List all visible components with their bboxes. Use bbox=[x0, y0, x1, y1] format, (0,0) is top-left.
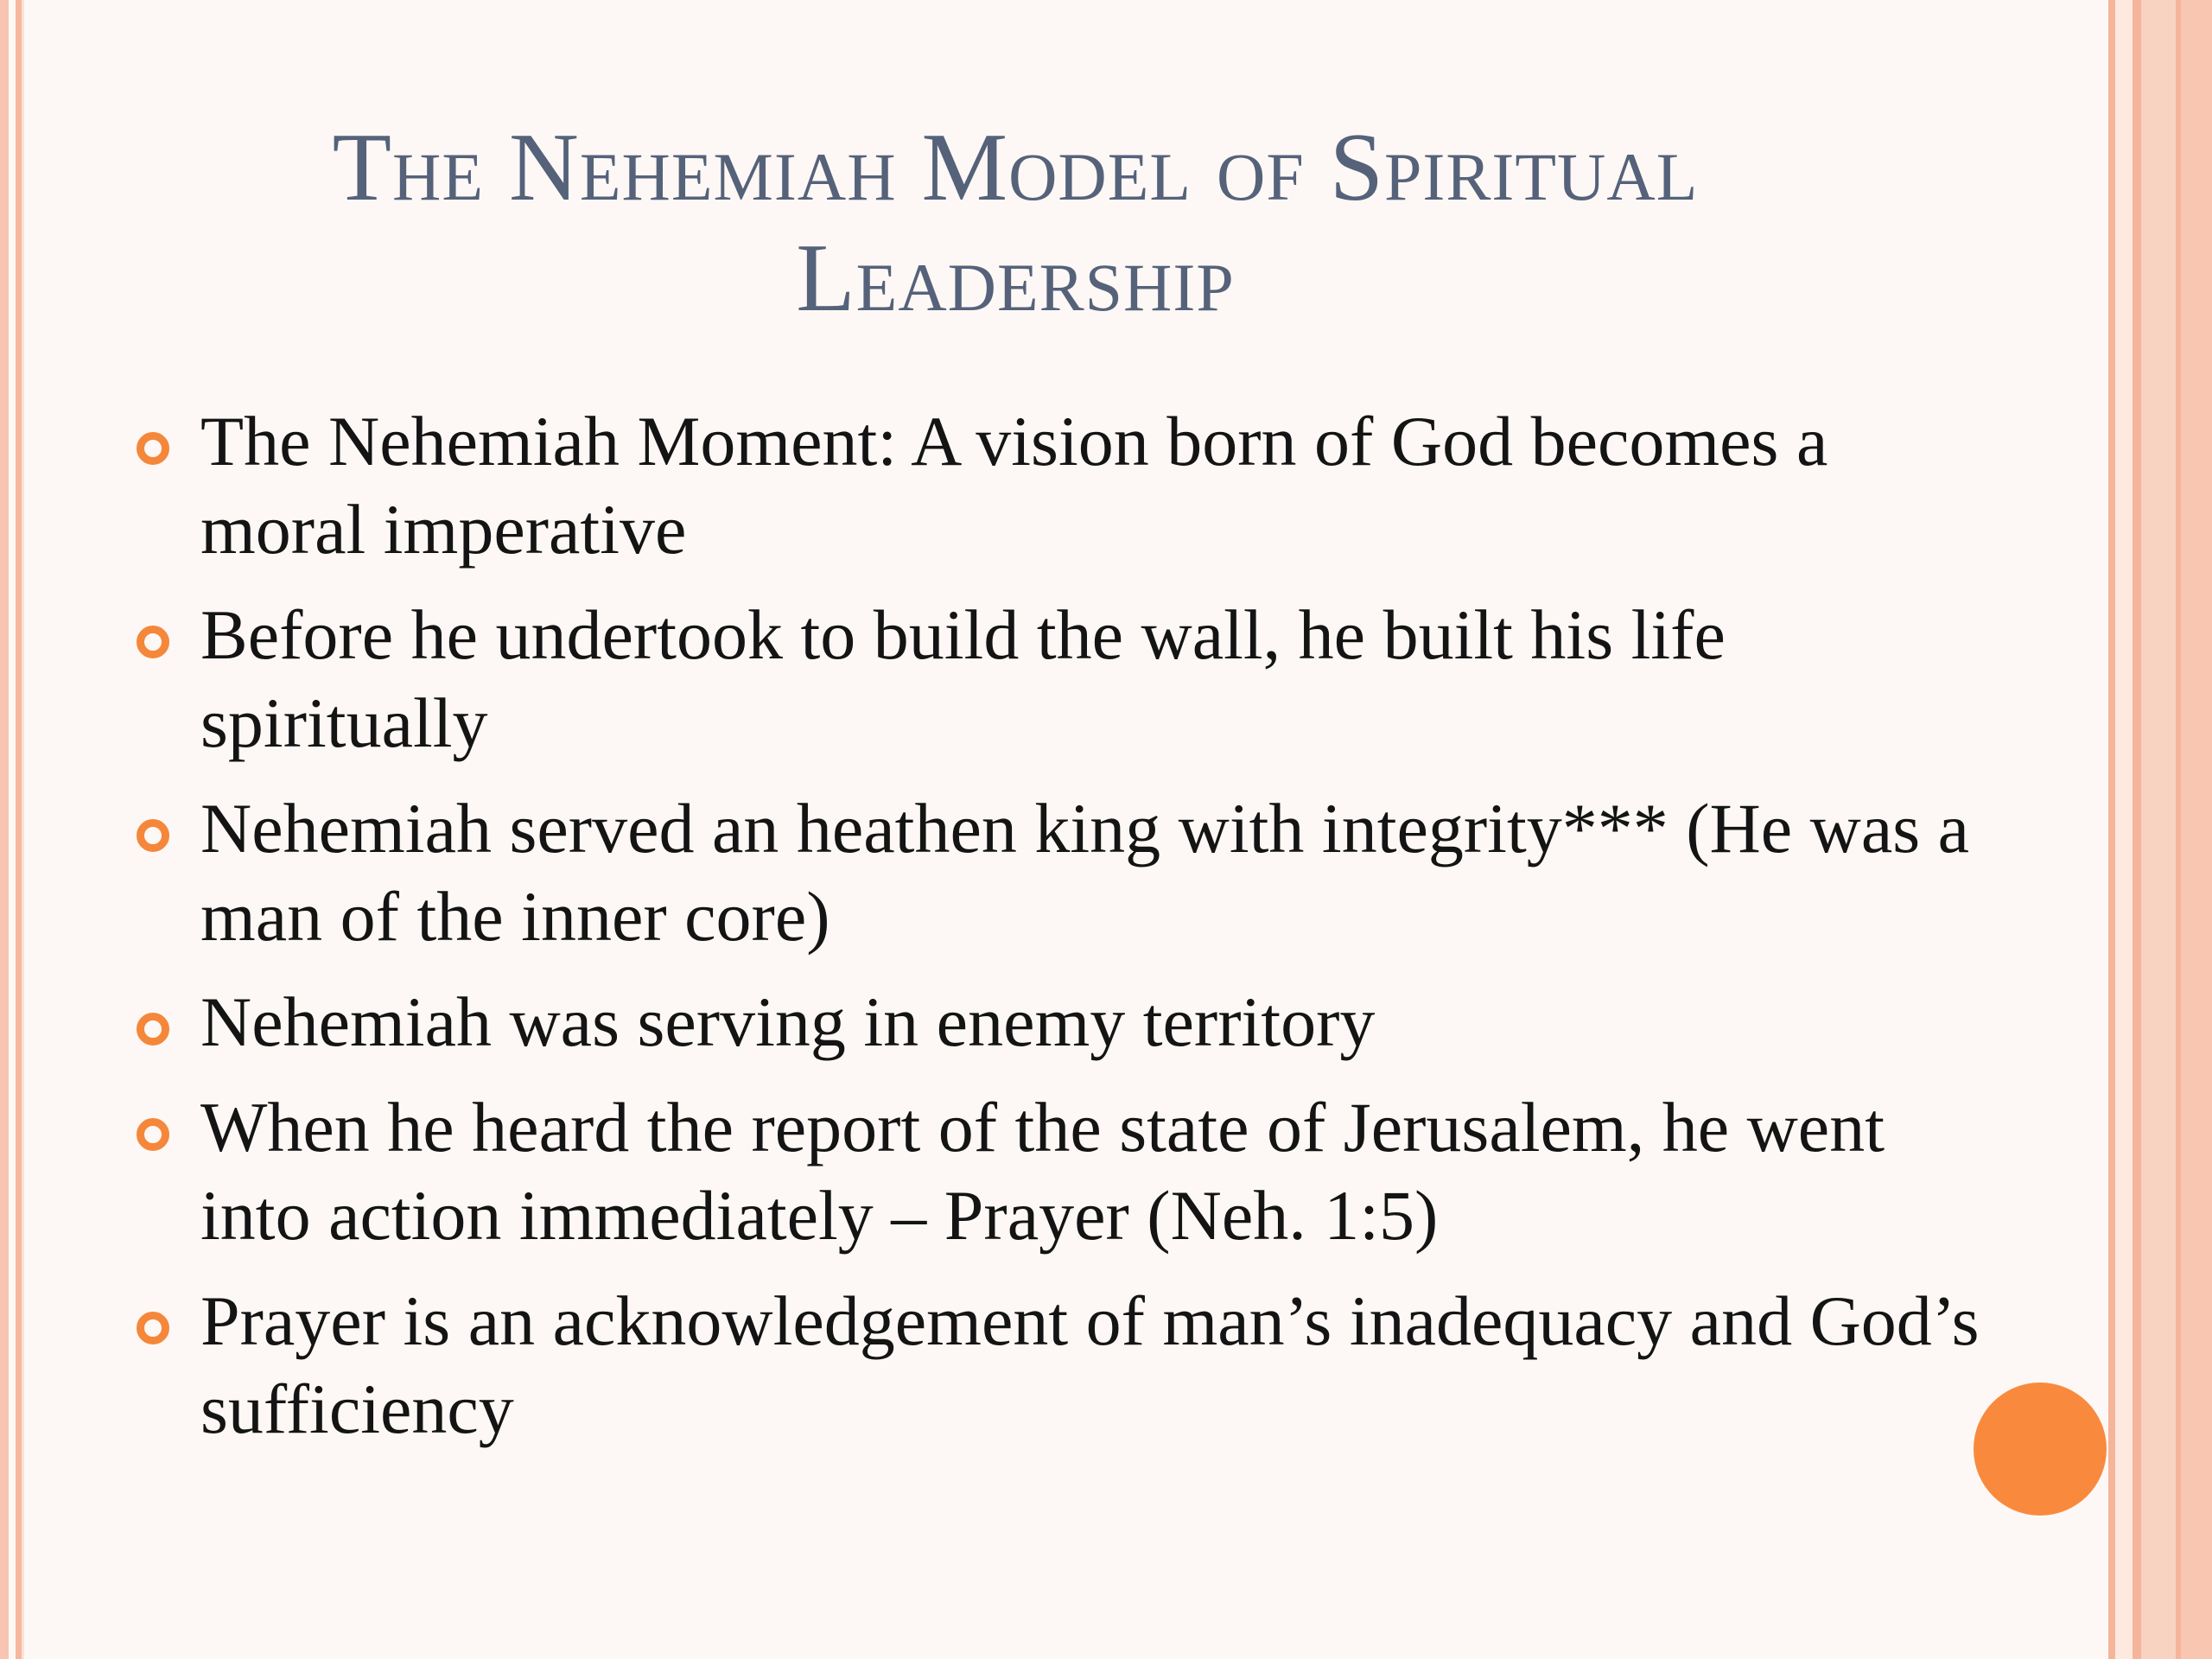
bullet-text: When he heard the report of the state of Jerusalem, he went into action immediately – Prayer (Neh. 1:5) bbox=[200, 1088, 1885, 1255]
right-border-band bbox=[2141, 0, 2176, 1659]
hollow-circle-bullet-icon bbox=[137, 1013, 169, 1046]
left-border-stripe bbox=[0, 0, 9, 1659]
bullet-list bbox=[130, 397, 1987, 1471]
hollow-circle-bullet-icon bbox=[137, 1118, 169, 1151]
hollow-circle-bullet-icon bbox=[137, 626, 169, 658]
bullet-text: Nehemiah served an heathen king with integrity*** (He was a man of the inner core) bbox=[200, 789, 1970, 956]
bullet-item bbox=[130, 1277, 1987, 1453]
left-border-stripe bbox=[16, 0, 22, 1659]
right-border-band bbox=[2115, 0, 2133, 1659]
bullet-item bbox=[130, 785, 1987, 961]
left-border-stripe bbox=[22, 0, 24, 1659]
right-border-band bbox=[2181, 0, 2212, 1659]
hollow-circle-bullet-icon bbox=[137, 1312, 169, 1344]
right-border-line bbox=[2108, 0, 2115, 1659]
bullet-text: Before he undertook to build the wall, he built his life spiritually bbox=[200, 595, 1726, 762]
bullet-text: The Nehemiah Moment: A vision born of God becomes a moral imperative bbox=[200, 402, 1828, 569]
bullet-item bbox=[130, 591, 1987, 767]
hollow-circle-bullet-icon bbox=[137, 819, 169, 852]
hollow-circle-bullet-icon bbox=[137, 432, 169, 465]
bullet-item bbox=[130, 978, 1987, 1066]
slide-title: The Nehemiah Model of Spiritual Leadership bbox=[332, 114, 1699, 332]
bullet-text: Nehemiah was serving in enemy territory bbox=[200, 982, 1376, 1061]
bullet-item bbox=[130, 1084, 1987, 1260]
right-border-line bbox=[2133, 0, 2141, 1659]
bullet-text: Prayer is an acknowledgement of man’s inadequacy and God’s sufficiency bbox=[200, 1281, 1980, 1448]
orange-dot-icon bbox=[1974, 1382, 2107, 1516]
bullet-item bbox=[130, 397, 1987, 574]
